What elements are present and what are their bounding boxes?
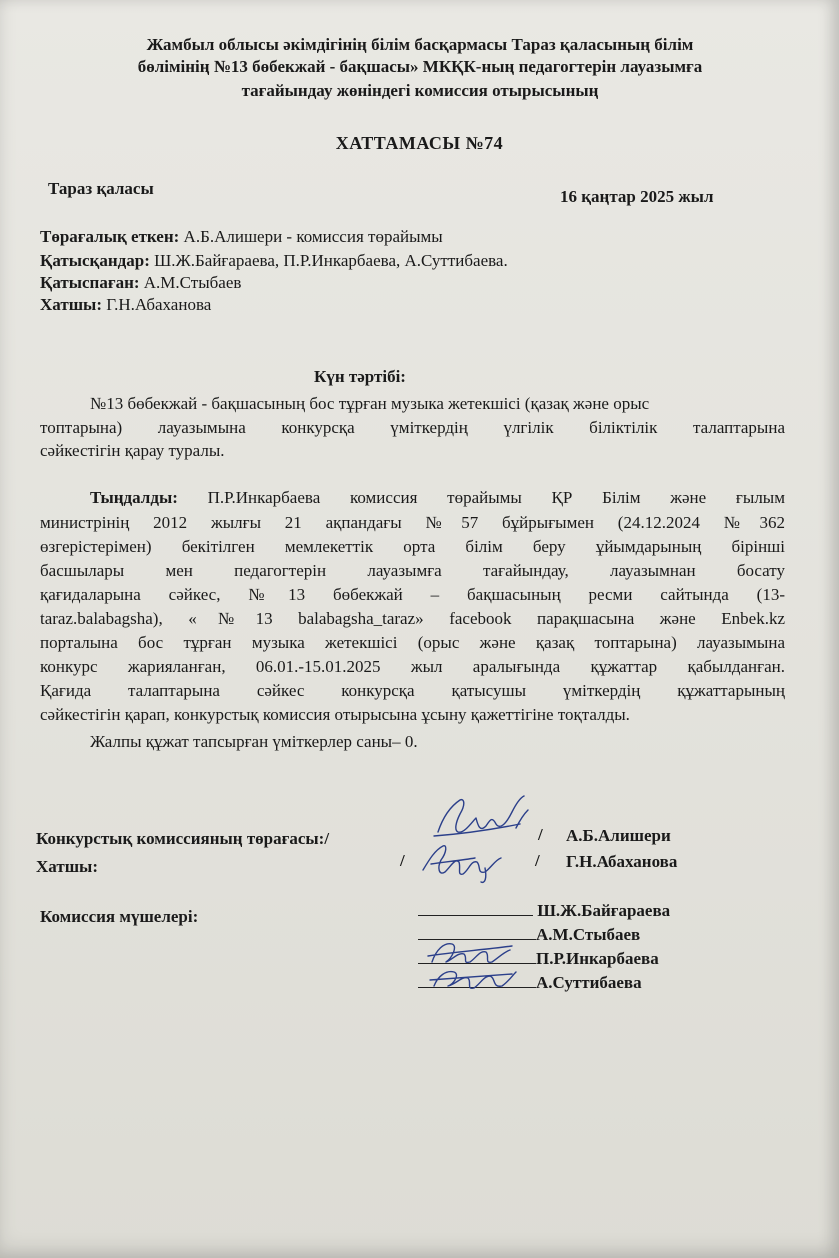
- member-name: Ш.Ж.Байғараева: [533, 901, 671, 920]
- heard-line: министрінің 2012 жылғы 21 ақпандағы №57 бұйрығымен (24.12.2024 №362: [40, 513, 785, 532]
- heard-line: Қағида талаптарына сәйкес конкурсқа қатысушы үміткердің құжаттарының: [40, 681, 785, 700]
- header-line-1: Жамбыл облысы әкімдігінің білім басқармасы Тараз қаласының білім: [146, 35, 694, 54]
- header-line-2: бөлімінің №13 бөбекжай - бақшасы» МКҚК-ның педагогтерін лауазымға: [137, 57, 703, 76]
- heard-first-line: [90, 487, 785, 509]
- members-label: Комиссия мүшелері:: [40, 907, 199, 926]
- chair-label: Төрағалық еткен:: [40, 227, 180, 246]
- header-line-3: тағайындау жөніндегі комиссия отырысының: [241, 81, 599, 100]
- signature-line: [418, 915, 533, 916]
- present-label: Қатысқандар:: [40, 251, 150, 270]
- agenda-line-2: топтарына) лауазымына конкурсқа үміткердің үлгілік біліктілік талаптарына: [40, 418, 785, 437]
- heard-line: сәйкестігін қарап, конкурстық комиссия отырысына ұсыну қажеттігіне тоқталды.: [40, 705, 630, 724]
- heard-line: өзгерістерімен) бекітілген мемлекеттік орта білім беру ұйымдарының бірінші: [40, 537, 785, 556]
- absent-value: А.М.Стыбаев: [139, 273, 242, 292]
- agenda-heading: Күн тәртібі:: [314, 367, 406, 386]
- heard-line: басшылары мен педагогтерін лауазымға тағайындау, лауазымнан босату: [40, 561, 785, 580]
- present-row: [40, 250, 508, 272]
- document-title: ХАТТАМАСЫ №74: [335, 133, 504, 153]
- chair-slash: /: [538, 825, 543, 844]
- chair-sign-label: Конкурстық комиссияның төрағасы:/: [36, 829, 330, 848]
- chair-value: А.Б.Алишери - комиссия төрайымы: [179, 227, 443, 246]
- candidates-total: Жалпы құжат тапсырған үміткерлер саны– 0.: [90, 732, 418, 751]
- agenda-line-1: №13 бөбекжай - бақшасының бос тұрған музыка жетекшісі (қазақ және орыс: [90, 394, 650, 413]
- secretary-signature-icon: [415, 838, 525, 886]
- secretary-slash-left: /: [400, 851, 405, 870]
- member-signature-icon: [422, 962, 522, 998]
- heard-label: Тыңдалды:: [90, 488, 178, 507]
- member-name: А.Суттибаева: [536, 973, 642, 992]
- present-value: Ш.Ж.Байғараева, П.Р.Инкарбаева, А.Суттибаева.: [149, 251, 508, 270]
- member-name: П.Р.Инкарбаева: [536, 949, 659, 968]
- agenda-line-3: сәйкестігін қарау туралы.: [40, 441, 225, 460]
- secretary-label: Хатшы:: [40, 295, 102, 314]
- secretary-value: Г.Н.Абаханова: [101, 295, 212, 314]
- chair-row: [40, 226, 443, 248]
- heard-line: қағидаларына сәйкес, №13 бөбекжай – бақшасының ресми сайтында (13-: [40, 585, 785, 604]
- secretary-sign-label: Хатшы:: [36, 857, 98, 876]
- heard-line: taraz.balabagsha), «№13 balabagsha_taraz» facebook парақшасына және Enbek.kz: [40, 609, 785, 628]
- secretary-name: Г.Н.Абаханова: [566, 852, 678, 871]
- heard-line: порталына бос тұрған музыка жетекшісі (орыс және қазақ топтарына) лауазымына: [40, 633, 785, 652]
- absent-label: Қатыспаған:: [40, 273, 140, 292]
- date: 16 қаңтар 2025 жыл: [560, 187, 714, 206]
- absent-row: [40, 272, 241, 294]
- member-name: А.М.Стыбаев: [536, 925, 641, 944]
- secretary-row: [40, 294, 211, 316]
- member-row: [418, 900, 670, 922]
- heard-first-text: П.Р.Инкарбаева комиссия төрайымы ҚР Білім және ғылым: [177, 488, 785, 507]
- heard-line: конкурс жарияланған, 06.01.-15.01.2025 жыл аралығында құжаттар қабылданған.: [40, 657, 785, 676]
- secretary-slash-right: /: [535, 851, 540, 870]
- chair-name: А.Б.Алишери: [566, 826, 671, 845]
- place: Тараз қаласы: [48, 179, 154, 198]
